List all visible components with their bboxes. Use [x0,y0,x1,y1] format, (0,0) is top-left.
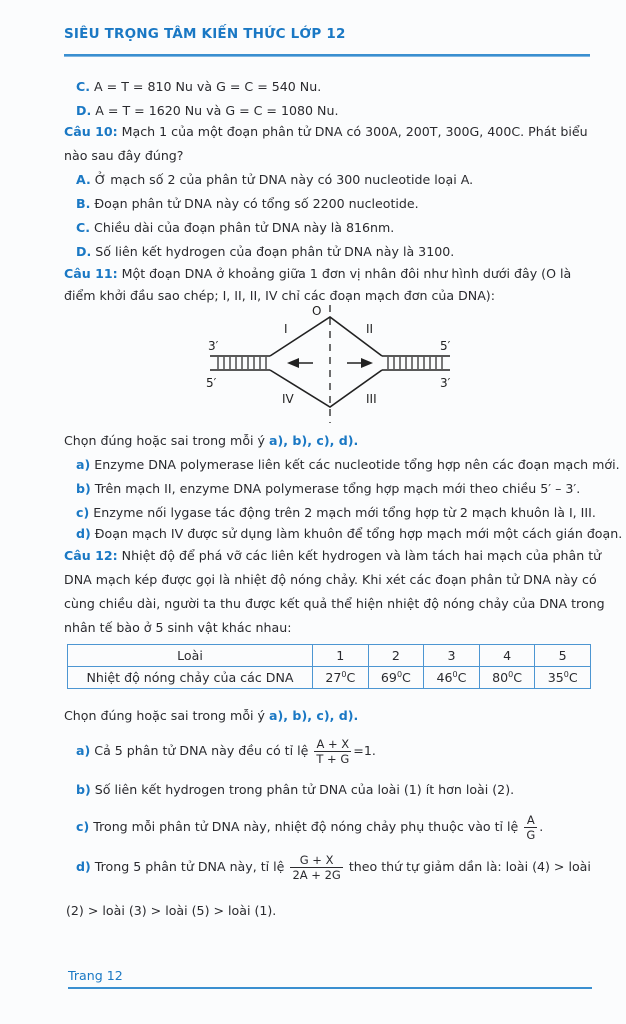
strand-label-ii: II [366,322,374,336]
right-arrow-icon [361,358,373,368]
option-label: D. [76,103,92,118]
temperature-cell: $69^0C$ [368,667,424,689]
option-text: A = T = 810 Nu và G = C = 540 Nu. [94,79,322,94]
item-text: Enzyme nối lygase tác động trên 2 mạch mới tổng hợp từ 2 mạch khuôn là I, III. [93,505,596,520]
fraction-denominator: G [526,828,536,842]
question-10-stem [64,124,588,140]
row-header-species: Loài [68,645,313,667]
species-cell: 2 [368,645,424,667]
question-text: Một đoạn DNA ở khoảng giữa 1 đơn vị nhân đôi như hình dưới đây (O là [121,266,572,281]
item-text: Đoạn mạch IV được sử dụng làm khuôn để tổng hợp mạch mới một cách gián đoạn. [94,526,623,541]
right-bottom-end-label: 3′ [440,376,451,390]
fraction-numerator: A + X [314,737,351,752]
left-arrow-icon [287,358,299,368]
option-label: D. [76,244,92,259]
option-label: C. [76,220,91,235]
question-12-stem [64,548,601,564]
instruction-items: a), b), c), d). [269,433,359,448]
item-text-end: . [539,819,544,834]
question-label: Câu 11: [64,266,118,281]
table-row-species [68,645,591,667]
melting-temperature-table [67,644,591,689]
q12-item-a [76,736,376,766]
ratio-fraction [524,813,537,842]
question-10-stem-cont: nào sau đây đúng? [64,148,184,163]
q10-option-b [76,196,419,212]
option-label: C. [76,79,91,94]
option-text: A = T = 1620 Nu và G = C = 1080 Nu. [95,103,339,118]
question-text: Nhiệt độ để phá vỡ các liên kết hydrogen và làm tách hai mạch của phân tử [121,548,602,563]
footer-rule [68,987,592,989]
q11-item-d [76,526,622,542]
strand-label-iii: III [366,392,377,406]
strand-label-i: I [284,322,288,336]
instruction-text: Chọn đúng hoặc sai trong mỗi ý [64,433,269,448]
ratio-fraction [290,853,342,882]
question-11-stem [64,266,571,282]
species-cell: 4 [479,645,535,667]
item-text: Cả 5 phân tử DNA này đều có tỉ lệ [94,743,309,758]
species-cell: 5 [535,645,591,667]
item-text: Số liên kết hydrogen trong phân tử DNA của loài (1) ít hơn loài (2). [94,782,515,797]
question-12-stem-line3: cùng chiều dài, người ta thu được kết quả thể hiện nhiệt độ nóng chảy của DNA trong [64,596,605,611]
option-d-prev [76,103,338,119]
item-label: a) [76,457,91,472]
fraction-numerator: G + X [290,853,342,868]
right-top-end-label: 5′ [440,339,451,353]
q12-item-d [76,852,591,882]
temperature-cell: $46^0C$ [424,667,480,689]
item-text: Trên mạch II, enzyme DNA polymerase tổng hợp mạch mới theo chiều 5′ – 3′. [94,481,581,496]
q11-item-b [76,481,580,497]
question-text: Mạch 1 của một đoạn phân tử DNA có 300A, 200T, 300G, 400C. Phát biểu [121,124,588,139]
item-label: c) [76,819,90,834]
question-label: Câu 10: [64,124,118,139]
instruction-items: a), b), c), d). [269,708,359,723]
q10-option-a [76,172,473,188]
left-top-end-label: 3′ [208,339,219,353]
instruction-text: Chọn đúng hoặc sai trong mỗi ý [64,708,269,723]
q12-instruction [64,708,358,724]
item-label: d) [76,526,91,541]
q12-item-d-cont: (2) > loài (3) > loài (5) > loài (1). [66,903,277,918]
q11-item-a [76,457,620,473]
option-label: A. [76,172,91,187]
fraction-denominator: 2A + 2G [292,868,341,882]
item-label: b) [76,481,91,496]
row-header-temperature: Nhiệt độ nóng chảy của các DNA [68,667,313,689]
question-11-stem-cont: điểm khởi đầu sao chép; I, II, II, IV chỉ các đoạn mạch đơn của DNA): [64,288,495,303]
q10-option-c [76,220,394,236]
q11-instruction [64,433,358,449]
question-12-stem-line4: nhân tế bào ở 5 sinh vật khác nhau: [64,620,292,635]
question-12-stem-line2: DNA mạch kép được gọi là nhiệt độ nóng chảy. Khi xét các đoạn phân tử DNA này có [64,572,597,587]
option-c-prev [76,79,321,95]
item-text: Trong mỗi phân tử DNA này, nhiệt độ nóng chảy phụ thuộc vào tỉ lệ [93,819,519,834]
species-cell: 3 [424,645,480,667]
left-bottom-end-label: 5′ [206,376,217,390]
temperature-cell: $35^0C$ [535,667,591,689]
item-label: a) [76,743,91,758]
option-text: Ở mạch số 2 của phân tử DNA này có 300 nucleotide loại A. [94,172,474,187]
strand-label-iv: IV [282,392,294,406]
item-text: Enzyme DNA polymerase liên kết các nucleotide tổng hợp nên các đoạn mạch mới. [94,457,620,472]
fraction-numerator: A [524,813,537,828]
item-text-end: theo thứ tự giảm dần là: loài (4) > loài [348,859,591,874]
header-rule [64,54,590,57]
item-text: Trong 5 phân tử DNA này, tỉ lệ [94,859,285,874]
item-text-end: =1. [353,743,376,758]
option-label: B. [76,196,91,211]
book-title-header: SIÊU TRỌNG TÂM KIẾN THỨC LỚP 12 [64,26,346,42]
fraction-denominator: T + G [316,752,350,766]
q12-item-c [76,812,543,842]
species-cell: 1 [313,645,369,667]
q12-item-b [76,782,514,798]
option-text: Đoạn phân tử DNA này có tổng số 2200 nucleotide. [94,196,419,211]
ratio-fraction [314,737,351,766]
q10-option-d [76,244,454,260]
q11-item-c [76,505,596,521]
origin-label: O [312,304,322,318]
item-label: c) [76,505,90,520]
temperature-cell: $27^0C$ [313,667,369,689]
option-text: Chiều dài của đoạn phân tử DNA này là 816nm. [94,220,395,235]
replication-bubble-diagram [190,295,470,425]
table-row-temperature [68,667,591,689]
item-label: d) [76,859,91,874]
question-label: Câu 12: [64,548,118,563]
item-label: b) [76,782,91,797]
page-number: Trang 12 [68,968,123,983]
temperature-cell: $80^0C$ [479,667,535,689]
option-text: Số liên kết hydrogen của đoạn phân tử DNA này là 3100. [95,244,455,259]
